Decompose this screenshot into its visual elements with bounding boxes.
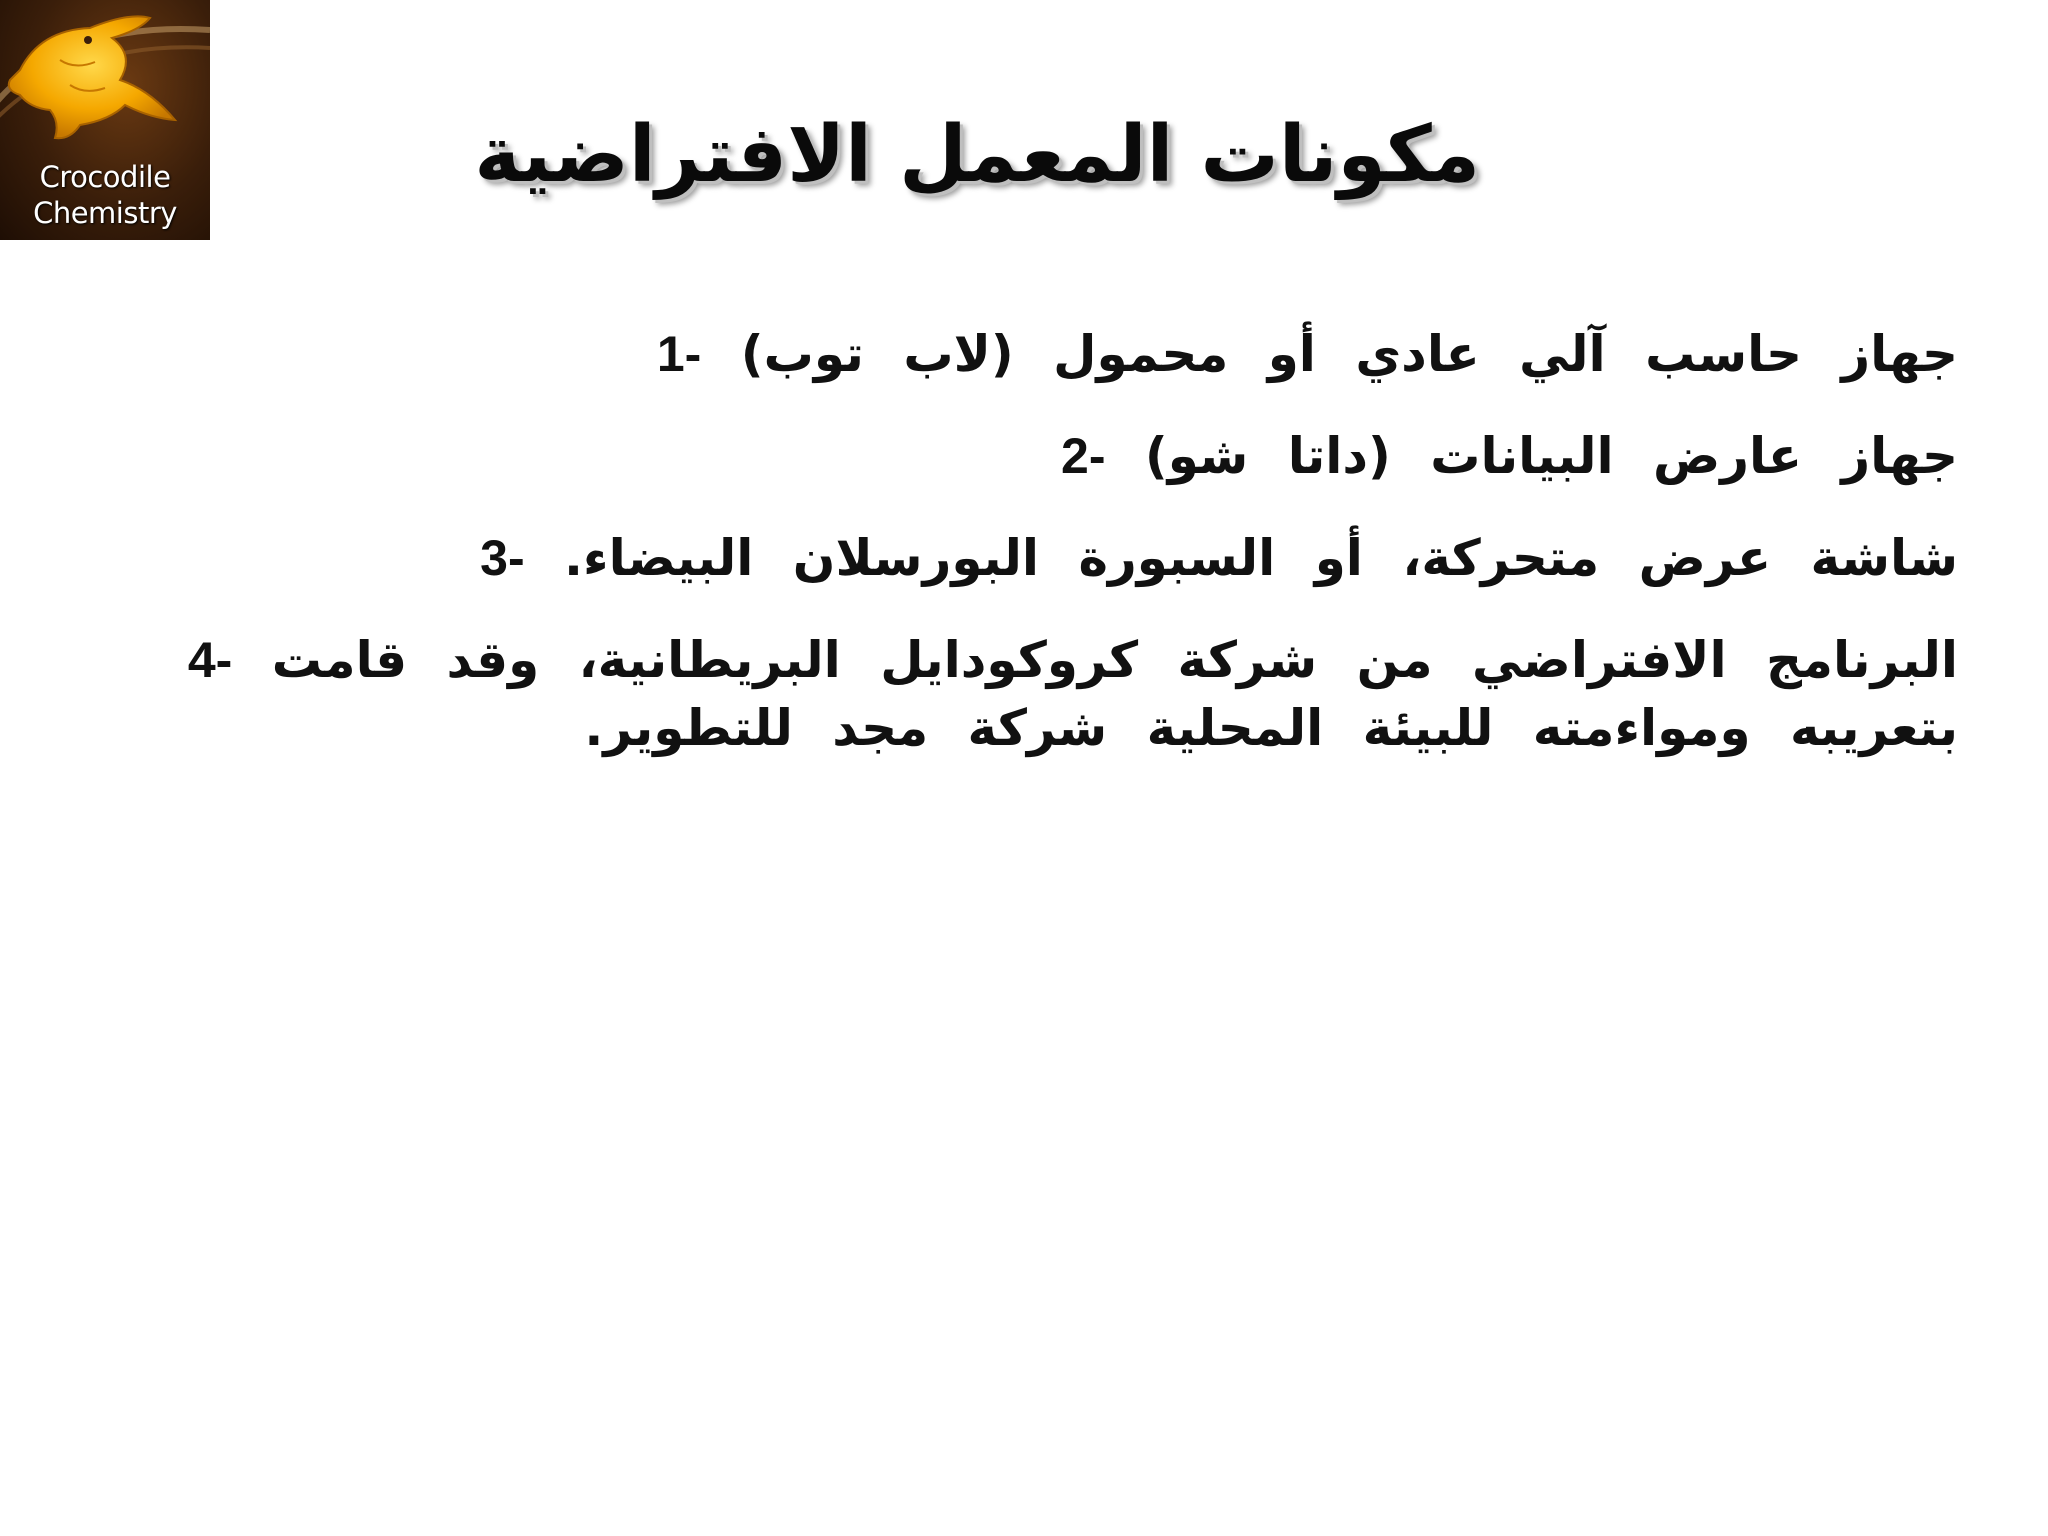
- logo-text-line1: Crocodile: [39, 160, 171, 194]
- list-item: [200, 422, 1958, 490]
- item-text-continued: بتعريبه ومواءمته للبيئة المحلية شركة مجد للتطوير.: [584, 699, 1958, 757]
- list-item: [187, 626, 1958, 762]
- item-text: البرنامج الافتراضي من شركة كروكودايل البريطانية، وقد قامت: [271, 631, 1958, 689]
- page-title: مكونات المعمل الافتراضية: [474, 110, 1480, 200]
- component-list: [187, 320, 1958, 762]
- item-number: 2-: [1061, 428, 1106, 484]
- item-number: 3-: [480, 530, 525, 586]
- logo-text-line2: Chemistry: [33, 196, 177, 230]
- item-text: جهاز عارض البيانات (داتا شو): [1144, 427, 1958, 485]
- item-text: شاشة عرض متحركة، أو السبورة البورسلان البيضاء.: [564, 529, 1958, 587]
- crocodile-icon: [0, 0, 210, 160]
- list-item: [200, 320, 1958, 388]
- item-number: 4-: [187, 632, 233, 688]
- item-text: جهاز حاسب آلي عادي أو محمول (لاب توب): [740, 325, 1958, 383]
- item-number: 1-: [656, 326, 702, 382]
- logo: [0, 0, 210, 240]
- item-line: [187, 626, 1958, 694]
- list-item: [200, 524, 1958, 592]
